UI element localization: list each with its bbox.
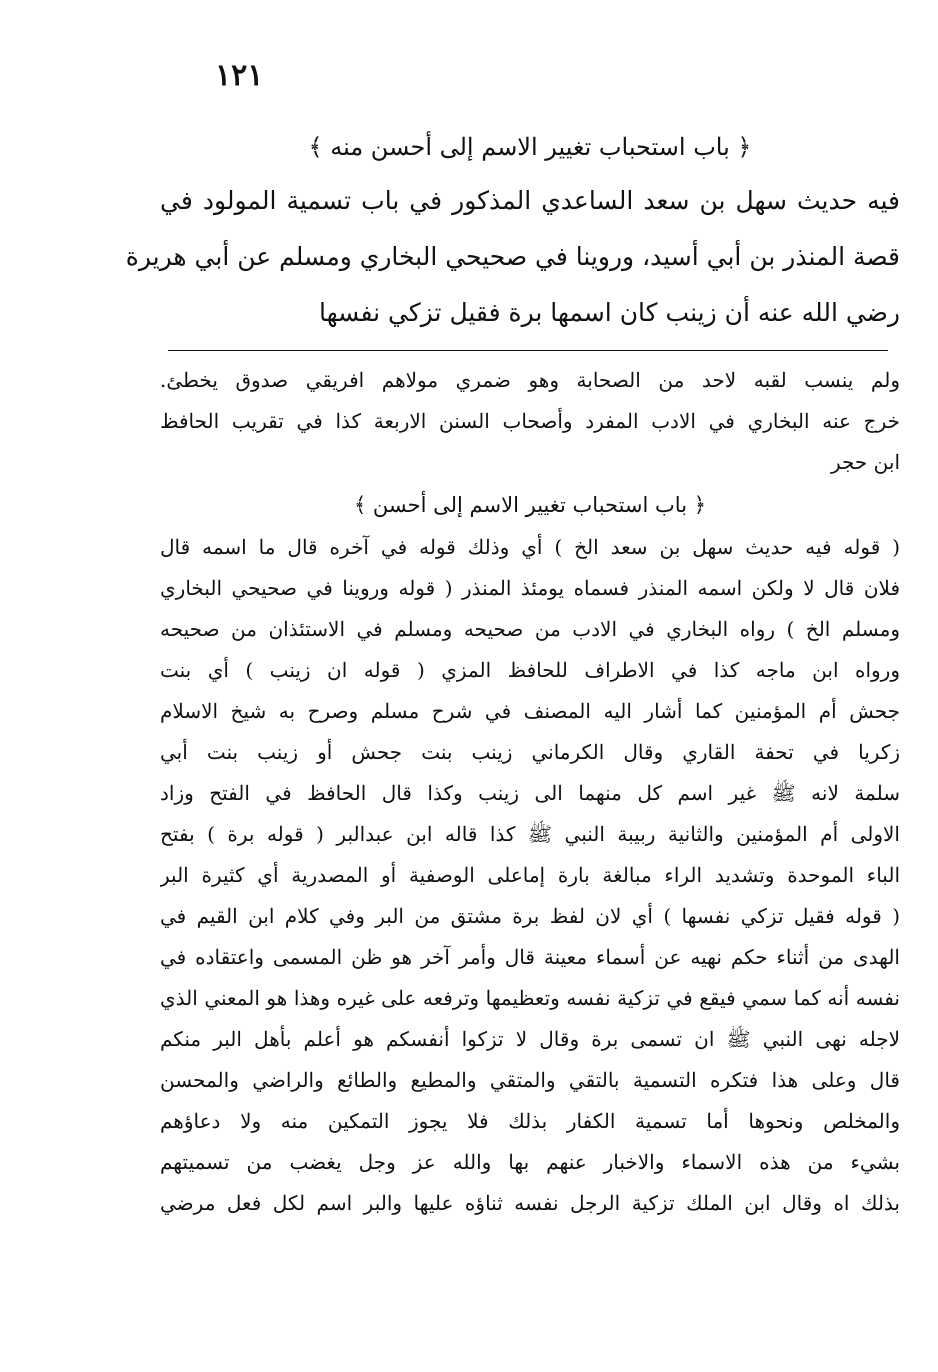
chapter-heading: ﴿ باب استحباب تغيير الاسم إلى أحسن منه ﴾: [308, 133, 752, 161]
commentary-line: سلمة لانه ﷺ غير اسم كل منهما الى زينب وكذا قال الحافظ في الفتح وزاد: [160, 781, 900, 805]
commentary-line: ابن حجر: [830, 450, 900, 474]
commentary-line: الاولى أم المؤمنين والثانية ربيبة النبي ﷺ كذا قاله ابن عبدالبر ( قوله برة ) بفتح: [160, 822, 900, 846]
commentary-line: ومسلم الخ ) رواه البخاري في الادب من صحيحه ومسلم في الاستئذان من صحيحه: [160, 617, 900, 641]
commentary-line: نفسه أنه كما سمي فيقع في تزكية نفسه وتعظيمها وترفعه على غيره وهذا هو المعني الذي: [160, 986, 900, 1010]
commentary-line: ( قوله فيه حديث سهل بن سعد الخ ) أي وذلك قوله في آخره قال ما اسمه قال: [160, 535, 900, 559]
commentary-line: بذلك اه وقال ابن الملك تزكية الرجل نفسه ثناؤه عليها والبر اسم لكل فعل مرضي: [160, 1191, 900, 1215]
main-text-line: قصة المنذر بن أبي أسيد، وروينا في صحيحي البخاري ومسلم عن أبي هريرة: [125, 242, 900, 271]
commentary-line: الباء الموحدة وتشديد الراء مبالغة بارة إماعلى الوصفية أو المصدرية أي كثيرة البر: [160, 863, 900, 887]
commentary-line: فلان قال لا ولكن اسمه المنذر فسماه يومئذ المنذر ( قوله وروينا في صحيحي البخاري: [160, 576, 900, 600]
commentary-line: ( قوله فقيل تزكي نفسها ) أي لان لفظ برة مشتق من البر وفي كلام ابن القيم في: [160, 904, 900, 928]
main-text-line: رضي الله عنه أن زينب كان اسمها برة فقيل تزكي نفسها: [319, 298, 900, 327]
commentary-block: [160, 360, 900, 1224]
footnote-divider: [168, 350, 888, 351]
main-text-block: [125, 125, 900, 341]
commentary-line: بشيء من هذه الاسماء والاخبار عنهم بها والله عز وجل يغضب من تسميتهم: [160, 1150, 900, 1174]
commentary-line: الهدى من أثناء حكم نهيه عن أسماء معينة قال وأمر آخر هو ظن المسمى واعتقاده في: [160, 945, 900, 969]
page-number: ١٢١: [215, 58, 264, 93]
commentary-line: والمخلص ونحوها أما تسمية الكفار بذلك فلا يجوز التمكين منه ولا دعاؤهم: [160, 1109, 900, 1133]
commentary-line: قال وعلى هذا فتكره التسمية بالتقي والمتقي والمطيع والطائع والراضي والمحسن: [160, 1068, 900, 1092]
commentary-line: ولم ينسب لقبه لاحد من الصحابة وهو ضمري مولاهم افريقي صدوق يخطئ.: [160, 368, 900, 392]
main-text-line: فيه حديث سهل بن سعد الساعدي المذكور في باب تسمية المولود في: [160, 186, 900, 215]
commentary-line: خرج عنه البخاري في الادب المفرد وأصحاب السنن الاربعة كذا في تقريب الحافظ: [160, 409, 900, 433]
commentary-line: لاجله نهى النبي ﷺ ان تسمى برة وقال لا تزكوا أنفسكم هو أعلم بأهل البر منكم: [160, 1027, 900, 1051]
commentary-line: ورواه ابن ماجه كذا في الاطراف للحافظ المزي ( قوله ان زينب ) أي بنت: [160, 658, 900, 682]
commentary-line: زكريا في تحفة القاري وقال الكرماني زينب بنت جحش أو زينب بنت أبي: [160, 740, 900, 764]
commentary-heading: ﴿ باب استحباب تغيير الاسم إلى أحسن ﴾: [353, 493, 707, 517]
commentary-line: جحش أم المؤمنين كما أشار اليه المصنف في شرح مسلم وصرح به شيخ الاسلام: [160, 699, 900, 723]
